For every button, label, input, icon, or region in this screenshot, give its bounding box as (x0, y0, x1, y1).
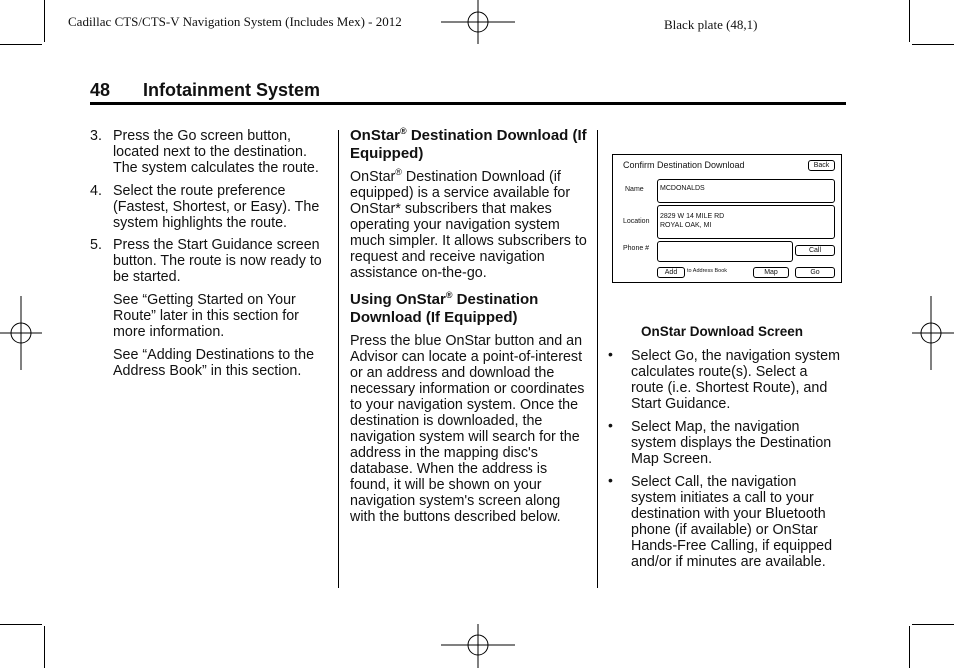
location-field[interactable] (657, 205, 835, 239)
step-text: Press the Go screen button, located next to the destination. The system calculates the route. (113, 128, 319, 176)
registration-mark-icon (912, 296, 954, 370)
figure-caption: OnStar Download Screen (641, 324, 804, 339)
crop-mark (0, 624, 42, 625)
column-divider (338, 130, 339, 588)
crop-mark (44, 0, 45, 42)
crop-mark (912, 624, 954, 625)
bullet-icon: • (608, 346, 613, 362)
crop-mark (909, 0, 910, 42)
back-button[interactable]: Back (808, 160, 835, 171)
map-button[interactable]: Map (753, 267, 789, 278)
step-text: Select the route preference (Fastest, Shortest, or Easy). The system highlights the route. (113, 183, 320, 231)
registration-mark-icon (0, 296, 42, 370)
page-title: Infotainment System (143, 80, 321, 100)
paragraph: Press the blue OnStar button and an Advisor can locate a point-of-interest or an address and download the necessary information or coordinates to your navigation system. Once the destination is downloaded, the navigation system will search for the address in the mapping disc's database. When the address is found, it will be shown on your navigation system's screen along with the buttons described below. (350, 333, 585, 525)
name-field[interactable] (657, 179, 835, 203)
add-to-address-book-text: to Address Book (687, 268, 728, 274)
go-button[interactable]: Go (795, 267, 835, 278)
crop-mark (909, 626, 910, 668)
column-2 (350, 127, 588, 525)
section-heading: Using OnStar® Destination Download (If Equipped) (350, 290, 539, 326)
step-number: 3. (90, 128, 102, 144)
name-label: Name (625, 186, 644, 193)
step-number: 4. (90, 183, 102, 199)
step-text: Press the Start Guidance screen button. The route is now ready to be started. (113, 237, 322, 285)
page-heading (90, 80, 846, 105)
paragraph: OnStar® Destination Download (if equipped) is a service available for OnStar* subscribers that makes operating your navigation system much simpler. It allows subscribers to request and receive navigation assistance on-the-go. (350, 167, 587, 281)
bullet-text: Select Map, the navigation system displays the Destination Map Screen. (631, 419, 832, 467)
phone-field[interactable] (657, 241, 793, 262)
registration-mark-icon (441, 624, 515, 668)
location-line-2: ROYAL OAK, MI (660, 222, 712, 229)
bullet-icon: • (608, 472, 613, 488)
location-label: Location (623, 218, 650, 225)
page-number: 48 (90, 80, 111, 100)
doc-header-left: Cadillac CTS/CTS-V Navigation System (Includes Mex) - 2012 (68, 14, 402, 29)
name-value: MCDONALDS (660, 185, 705, 192)
see-also-paragraph: See “Getting Started on Your Route” later in this section for more information. (113, 292, 299, 340)
call-button[interactable]: Call (795, 245, 835, 256)
column-divider (597, 130, 598, 588)
step-number: 5. (90, 237, 102, 253)
phone-label: Phone # (623, 245, 650, 252)
bullet-icon: • (608, 417, 613, 433)
registration-mark-icon (441, 0, 515, 46)
bullet-text: Select Call, the navigation system initiates a call to your destination with your Bluetooth phone (if available) or OnStar Hands-Free Calling, if equipped and/or if minutes are available. (631, 474, 833, 570)
section-heading: OnStar® Destination Download (If Equipped) (350, 126, 587, 162)
crop-mark (0, 44, 42, 45)
onstar-download-screen (612, 154, 842, 283)
see-also-paragraph: See “Adding Destinations to the Address Book” in this section. (113, 347, 315, 379)
doc-header-right: Black plate (48,1) (664, 17, 758, 32)
crop-mark (912, 44, 954, 45)
bullet-text: Select Go, the navigation system calculates route(s). Select a route (i.e. Shortest Route), and Start Guidance. (631, 348, 841, 412)
add-button[interactable]: Add (657, 267, 685, 278)
crop-mark (44, 626, 45, 668)
location-line-1: 2829 W 14 MILE RD (660, 213, 725, 220)
screen-title: Confirm Destination Download (623, 160, 745, 170)
